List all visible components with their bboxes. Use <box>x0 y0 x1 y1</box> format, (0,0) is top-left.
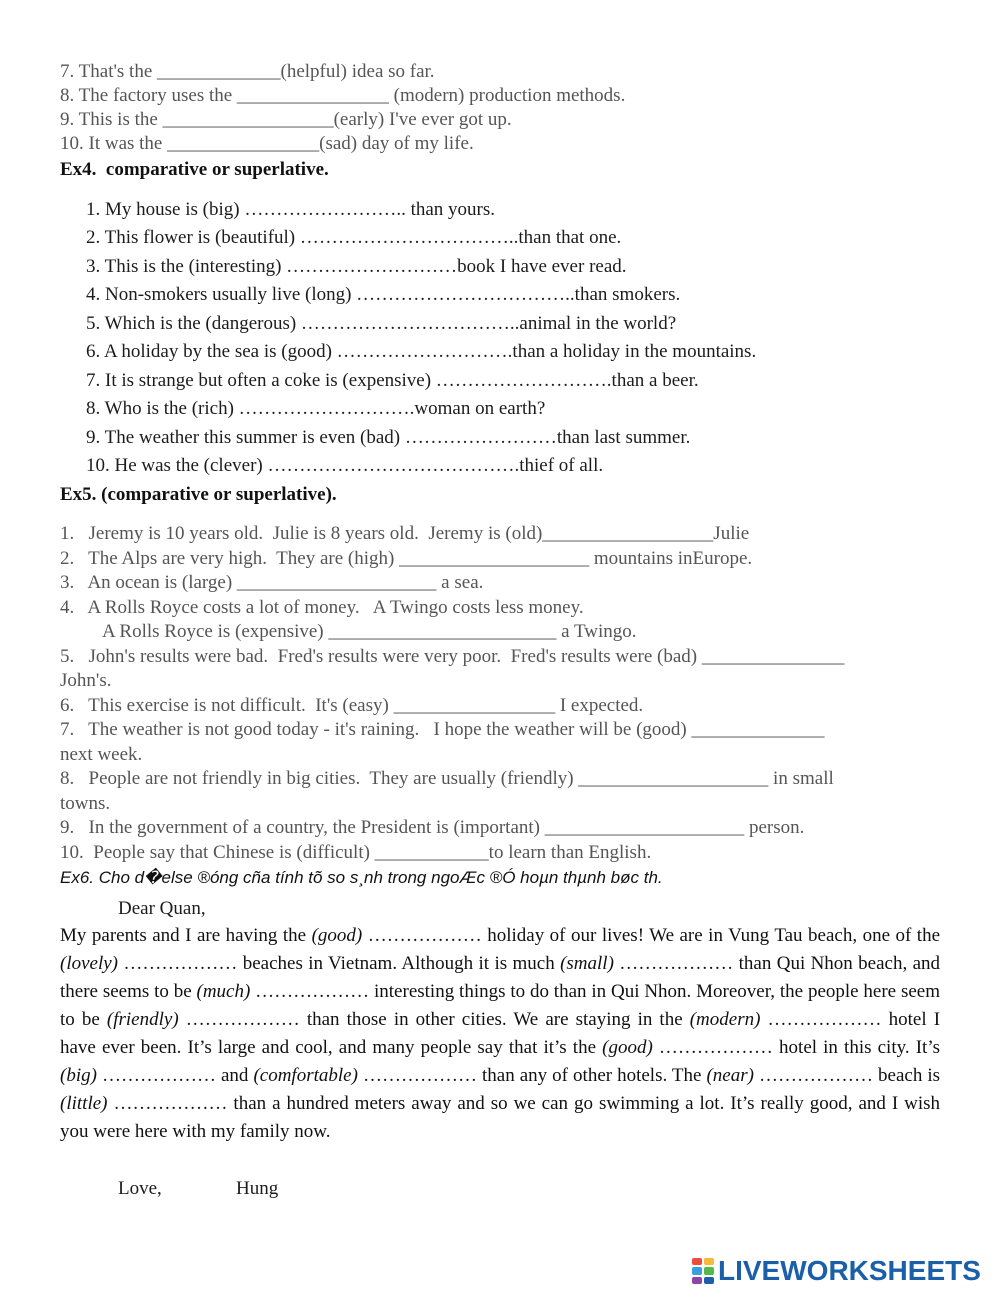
ex4-item: 6. A holiday by the sea is (good) ……………………….than a holiday in the mountains. <box>86 341 757 362</box>
ex5-line: 9. In the government of a country, the President is (important) _____________________ person. <box>60 817 805 838</box>
adjective-hint: (friendly) <box>106 1009 179 1030</box>
ex5-line: 3. An ocean is (large) _____________________ a sea. <box>60 572 484 593</box>
logo-tile <box>692 1258 702 1265</box>
ex5-line: A Rolls Royce is (expensive) ________________________ a Twingo. <box>102 621 637 642</box>
liveworksheets-logo-mark <box>692 1258 714 1284</box>
adjective-hint: (near) <box>706 1065 754 1086</box>
ex4-item: 5. Which is the (dangerous) ……………………………..animal in the world? <box>86 313 677 334</box>
ex4-item: 2. This flower is (beautiful) ……………………………..than that one. <box>86 227 622 248</box>
adjective-hint: (much) <box>196 981 251 1002</box>
logo-tile <box>692 1267 702 1274</box>
adjective-hint: (good) <box>602 1037 653 1058</box>
logo-tile <box>704 1277 714 1284</box>
logo-tile <box>704 1267 714 1274</box>
ex5-title: Ex5. (comparative or superlative). <box>60 484 337 505</box>
letter-closing: Love, <box>118 1178 162 1199</box>
letter-greeting: Dear Quan, <box>118 898 206 919</box>
answer-blank[interactable]: ……………… <box>759 1065 873 1086</box>
ex4-item: 8. Who is the (rich) ……………………….woman on earth? <box>86 398 546 419</box>
answer-blank[interactable]: ……………… <box>123 953 238 974</box>
answer-blank[interactable]: ……………… <box>367 925 482 946</box>
logo-tile <box>704 1258 714 1265</box>
ex4-item: 7. It is strange but often a coke is (expensive) ……………………….than a beer. <box>86 370 699 391</box>
adjective-hint: (comfortable) <box>253 1065 358 1086</box>
ex5-line: 6. This exercise is not difficult. It's (easy) _________________ I expected. <box>60 695 644 716</box>
ex5-line: next week. <box>60 744 143 765</box>
ex5-line: John's. <box>60 670 112 691</box>
ex6-title: Ex6. Cho d�else ®óng cña tính tõ so s¸nh trong ngoÆc ®Ó hoµn thµnh bøc th. <box>60 868 663 887</box>
adjective-hint: (big) <box>60 1065 97 1086</box>
answer-blank[interactable]: ……………… <box>113 1093 228 1114</box>
ex4-item: 3. This is the (interesting) ………………………book I have ever read. <box>86 256 627 277</box>
letter-signature: Hung <box>236 1178 279 1199</box>
ex5-line: 1. Jeremy is 10 years old. Julie is 8 years old. Jeremy is (old)__________________Julie <box>60 523 750 544</box>
adjective-hint: (little) <box>60 1093 108 1114</box>
answer-blank[interactable]: ……………… <box>619 953 734 974</box>
logo-tile <box>692 1277 702 1284</box>
answer-blank[interactable]: ……………… <box>255 981 370 1002</box>
ex4-title: Ex4. comparative or superlative. <box>60 159 329 180</box>
liveworksheets-logo <box>692 1254 981 1288</box>
adjective-hint: (lovely) <box>60 953 119 974</box>
adjective-hint: (modern) <box>689 1009 761 1030</box>
ex5-line: 7. The weather is not good today - it's raining. I hope the weather will be (good) ______________ <box>60 719 825 740</box>
answer-blank[interactable]: ……………… <box>658 1037 773 1058</box>
adjective-hint: (good) <box>311 925 363 946</box>
ex3-item-7: 7. That's the _____________(helpful) idea so far. <box>60 61 435 82</box>
ex4-item: 9. The weather this summer is even (bad) ……………………than last summer. <box>86 427 691 448</box>
ex3-item-10: 10. It was the ________________(sad) day of my life. <box>60 133 474 154</box>
ex5-line: 2. The Alps are very high. They are (high) ____________________ mountains inEurope. <box>60 548 753 569</box>
ex5-line: 4. A Rolls Royce costs a lot of money. A Twingo costs less money. <box>60 597 584 618</box>
ex3-item-8: 8. The factory uses the ________________ (modern) production methods. <box>60 85 626 106</box>
ex5-line: 5. John's results were bad. Fred's results were very poor. Fred's results were (bad) _______________ <box>60 646 845 667</box>
liveworksheets-logo-text: LIVEWORKSHEETS <box>718 1255 981 1286</box>
answer-blank[interactable]: ……………… <box>767 1009 882 1030</box>
ex5-line: 8. People are not friendly in big cities. They are usually (friendly) ____________________ in small <box>60 768 834 789</box>
ex5-line: 10. People say that Chinese is (difficult) ____________to learn than English. <box>60 842 652 863</box>
ex4-item: 10. He was the (clever) ………………………………….thief of all. <box>86 455 604 476</box>
adjective-hint: (small) <box>560 953 614 974</box>
answer-blank[interactable]: ……………… <box>101 1065 216 1086</box>
ex4-item: 4. Non-smokers usually live (long) ……………………………..than smokers. <box>86 284 681 305</box>
letter-body: My parents and I are having the (good) ……………… holiday of our lives! We are in Vung Tau beach, one of the (lovely) ……………… beaches in Vietnam. Although it is much (small) ……………… than Qui Nhon beach, and there seems to be (much) ……………… interesting things to do than in Qui Nhon. Moreover, the people here seem to be (friendly) ……………… than those in other cities. We are staying in the (modern) ……………… hotel I have ever been. It’s large and cool, and many people say that it’s the (good) ……………… hotel in this city. It’s (big) ……………… and (comfortable) ……………… than any of other hotels. The (near) ……………… beach is (little) ……………… than a hundred meters away and so we can go swimming a lot. It’s really good, and I wish you were here with my family now. <box>60 925 941 1142</box>
ex3-item-9: 9. This is the __________________(early) I've ever got up. <box>60 109 512 130</box>
answer-blank[interactable]: ……………… <box>362 1065 477 1086</box>
ex5-line: towns. <box>60 793 111 814</box>
answer-blank[interactable]: ……………… <box>185 1009 300 1030</box>
ex4-item: 1. My house is (big) …………………….. than yours. <box>86 199 496 220</box>
